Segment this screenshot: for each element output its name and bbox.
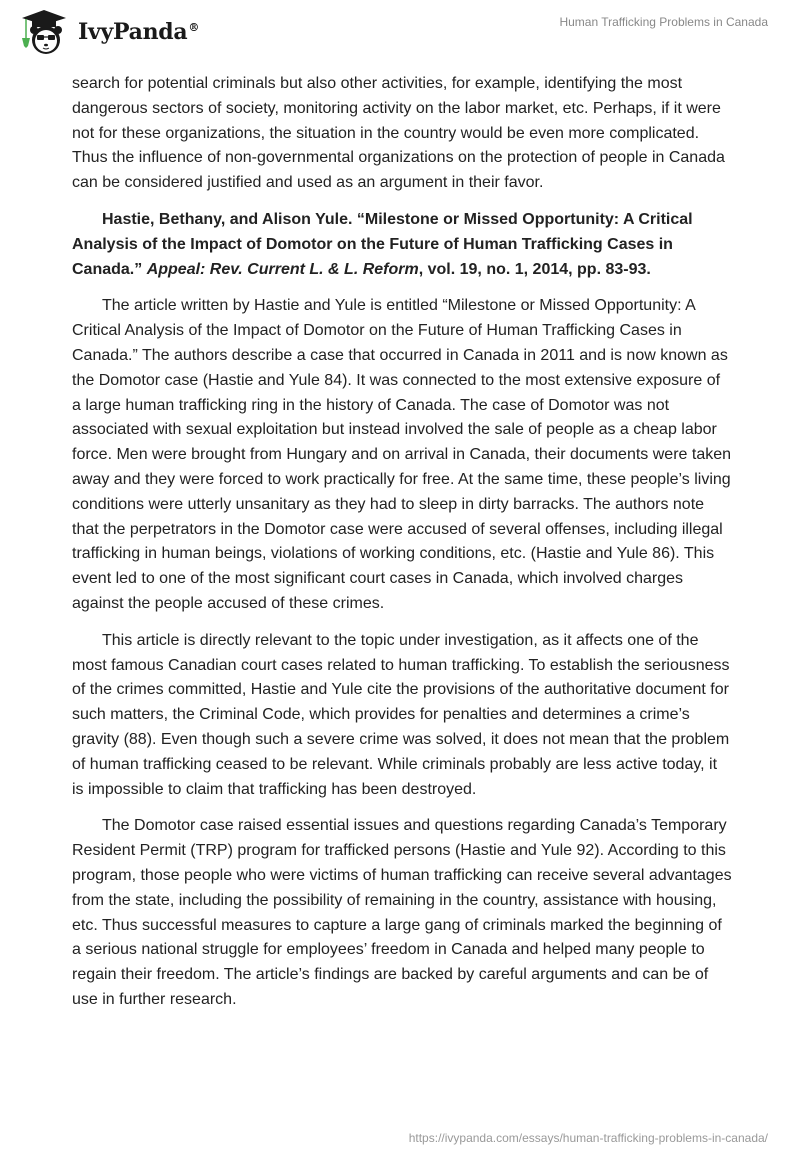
paragraph: This article is directly relevant to the topic under investigation, as it affects one of the most famous Canadian court cases related to human trafficking. To establish the seriousness of the crimes committed, Hastie and Yule cite the provisions of the authoritative document for such matters, the Criminal Code, which provides for penalties and determines a crime’s gravity (88). Even though such a severe crime was solved, it does not mean that the problem of human trafficking ceased to be relevant. While criminals probably are less active today, it is impossible to claim that trafficking has been destroyed.: [72, 631, 730, 798]
document-title: Human Trafficking Problems in Canada: [559, 15, 768, 29]
brand-name: IvyPanda®: [78, 19, 200, 45]
panda-graduate-icon: [16, 8, 72, 56]
source-url-link[interactable]: https://ivypanda.com/essays/human-trafficking-problems-in-canada/: [408, 1131, 768, 1145]
brand-logo[interactable]: [16, 8, 199, 56]
page-header: [0, 0, 800, 60]
paragraph: search for potential criminals but also other activities, for example, identifying the most dangerous sectors of society, monitoring activity on the labor market, etc. Perhaps, if it were not for these organizations, the situation in the country would be even more complicated. Thus the influence of non-governmental organizations on the protection of people in Canada can be considered justified and used as an argument in their favor.: [72, 75, 725, 192]
essay-body: [72, 72, 732, 1025]
citation: Hastie, Bethany, and Alison Yule. “Milestone or Missed Opportunity: A Critical Analysis of the Impact of Domotor on the Future of Human Trafficking Cases in Canada.” Appeal: Rev. Current L. & L. Reform, vol. 19, no. 1, 2014, pp. 83-93.: [72, 210, 693, 278]
journal-title: Appeal: Rev. Current L. & L. Reform: [146, 260, 419, 278]
paragraph: The article written by Hastie and Yule is entitled “Milestone or Missed Opportunity: A Critical Analysis of the Impact of Domotor on the Future of Human Trafficking Cases in Canada.” The authors describe a case that occurred in Canada in 2011 and is now known as the Domotor case (Hastie and Yule 84). It was connected to the most extensive exposure of a large human trafficking ring in the history of Canada. The case of Domotor was not associated with sexual exploitation but instead involved the sale of people as a cheap labor force. Men were brought from Hungary and on arrival in Canada, their documents were taken away and they were forced to work practically for free. At the same time, these people’s living conditions were utterly unsanitary as they had to sleep in dirty barracks. The authors note that the perpetrators in the Domotor case were accused of several offenses, including illegal trafficking in human beings, violations of working conditions, etc. (Hastie and Yule 86). This event led to one of the most significant court cases in Canada, which involved charges against the people accused of these crimes.: [72, 297, 732, 612]
paragraph: The Domotor case raised essential issues and questions regarding Canada’s Temporary Resident Permit (TRP) program for trafficked persons (Hastie and Yule 92). According to this program, those people who were victims of human trafficking can receive several advantages from the state, including the possibility of remaining in the country, assistance with housing, etc. Thus successful measures to capture a large gang of criminals marked the beginning of a serious national struggle for employees’ freedom in Canada and helped many people to regain their freedom. The article’s findings are backed by careful arguments and can be of use in further research.: [72, 817, 732, 1008]
